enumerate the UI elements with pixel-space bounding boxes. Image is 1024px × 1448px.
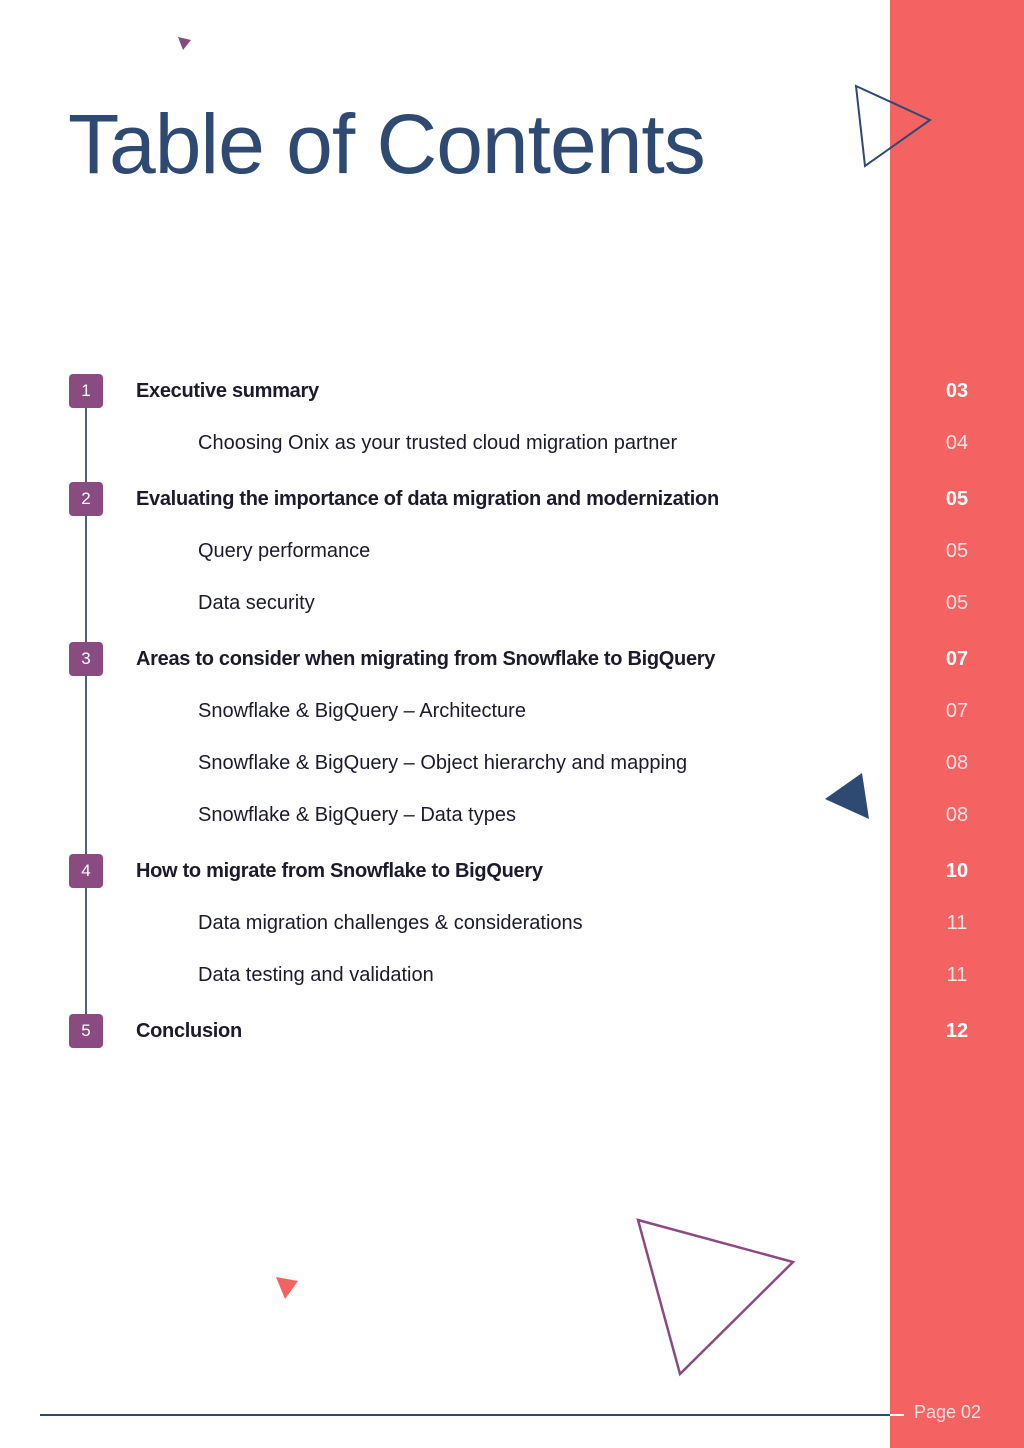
subsection-title[interactable]: Data migration challenges & considerations: [198, 912, 583, 934]
subsection-page-number: 05: [945, 592, 969, 614]
section-page-number: 03: [945, 380, 969, 402]
toc-subsection[interactable]: [0, 425, 1024, 461]
subsection-title[interactable]: Snowflake & BigQuery – Architecture: [198, 700, 526, 722]
subsection-title[interactable]: Snowflake & BigQuery – Object hierarchy and mapping: [198, 752, 688, 774]
subsection-title[interactable]: Data security: [198, 592, 315, 614]
section-title[interactable]: Areas to consider when migrating from Snowflake to BigQuery: [136, 648, 716, 670]
toc-section-5[interactable]: [0, 1013, 1024, 1049]
section-page-number: 07: [945, 648, 969, 670]
section-page-number: 10: [945, 860, 969, 882]
subsection-page-number: 04: [945, 432, 969, 454]
section-title[interactable]: Executive summary: [136, 380, 319, 402]
footer-rule-tick: [890, 1414, 904, 1416]
subsection-title[interactable]: Choosing Onix as your trusted cloud migration partner: [198, 432, 678, 454]
section-title[interactable]: Conclusion: [136, 1020, 242, 1042]
toc-subsection[interactable]: [0, 797, 1024, 833]
toc-subsection[interactable]: [0, 905, 1024, 941]
subsection-page-number: 05: [945, 540, 969, 562]
subsection-title[interactable]: Data testing and validation: [198, 964, 434, 986]
toc-section-4[interactable]: [0, 853, 1024, 889]
toc-subsection[interactable]: [0, 585, 1024, 621]
outline-purple-triangle-icon: [638, 1220, 793, 1374]
subsection-page-number: 08: [945, 752, 969, 774]
section-number-badge: 2: [69, 482, 103, 516]
toc-subsection[interactable]: [0, 533, 1024, 569]
small-purple-triangle-icon: [178, 37, 191, 50]
subsection-page-number: 07: [945, 700, 969, 722]
section-number-badge: 1: [69, 374, 103, 408]
section-number-badge: 4: [69, 854, 103, 888]
section-page-number: 05: [945, 488, 969, 510]
subsection-title[interactable]: Query performance: [198, 540, 371, 562]
toc-subsection[interactable]: [0, 957, 1024, 993]
toc-section-1[interactable]: [0, 373, 1024, 409]
page-title: Table of Contents: [68, 97, 705, 191]
footer-page-number: Page 02: [914, 1402, 982, 1422]
subsection-page-number: 11: [946, 964, 968, 986]
toc-section-2[interactable]: [0, 481, 1024, 517]
section-page-number: 12: [945, 1020, 969, 1042]
small-red-triangle-icon: [276, 1277, 298, 1299]
toc-subsection[interactable]: [0, 745, 1024, 781]
subsection-page-number: 11: [946, 912, 968, 934]
subsection-title[interactable]: Snowflake & BigQuery – Data types: [198, 804, 516, 826]
section-number-badge: 3: [69, 642, 103, 676]
section-number-badge: 5: [69, 1014, 103, 1048]
toc-subsection[interactable]: [0, 693, 1024, 729]
section-title[interactable]: How to migrate from Snowflake to BigQuery: [136, 860, 543, 882]
subsection-page-number: 08: [945, 804, 969, 826]
section-title[interactable]: Evaluating the importance of data migration and modernization: [136, 488, 719, 510]
toc-section-3[interactable]: [0, 641, 1024, 677]
footer-rule: [40, 1414, 900, 1416]
